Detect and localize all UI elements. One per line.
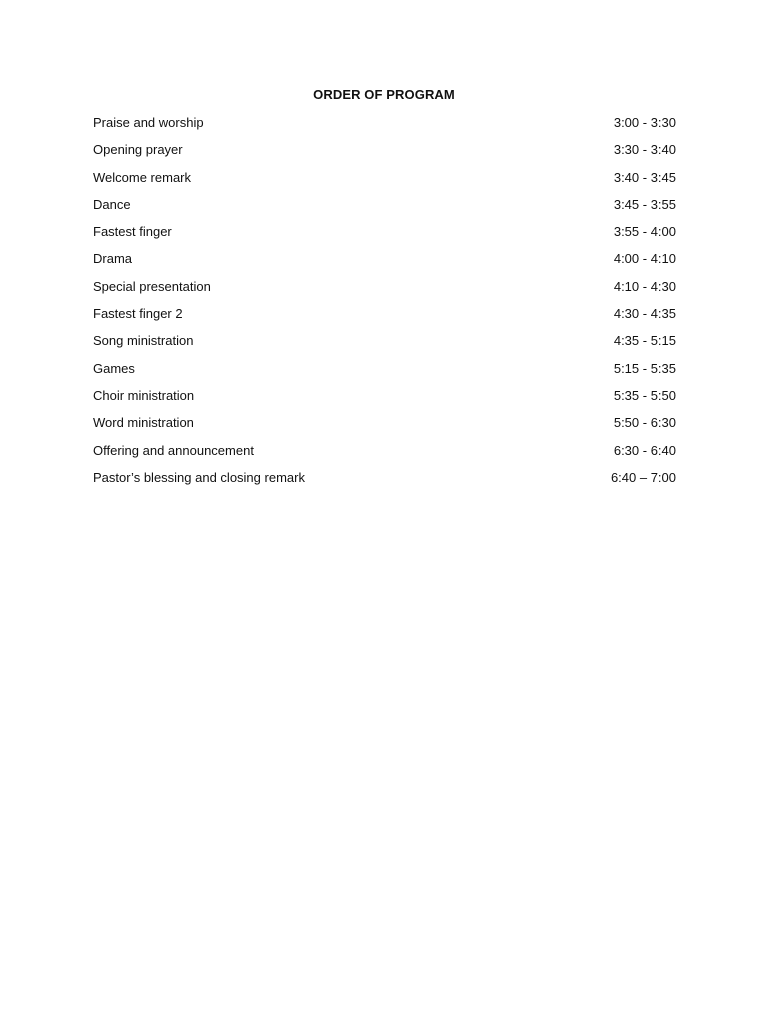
activity-name: Welcome remark <box>93 169 192 185</box>
activity-name: Offering and announcement <box>93 442 254 458</box>
program-row <box>93 469 676 496</box>
program-list <box>93 114 676 496</box>
activity-name: Drama <box>93 251 133 267</box>
time-slot: 4:10 - 4:30 <box>613 278 676 294</box>
program-row <box>93 114 676 141</box>
activity-name: Praise and worship <box>93 115 204 130</box>
time-slot: 3:30 - 3:40 <box>613 142 676 158</box>
program-row <box>93 414 676 441</box>
program-row <box>93 442 676 469</box>
program-row <box>93 387 676 414</box>
time-slot: 3:40 - 3:45 <box>613 169 676 185</box>
time-slot: 5:50 - 6:30 <box>613 415 676 431</box>
activity-name: Dance <box>93 196 131 212</box>
program-row <box>93 196 676 223</box>
program-row <box>93 223 676 250</box>
activity-name: Games <box>93 360 135 376</box>
activity-name: Fastest finger <box>93 224 172 240</box>
time-slot: 6:30 - 6:40 <box>613 442 676 458</box>
program-row <box>93 305 676 332</box>
time-slot: 4:35 - 5:15 <box>613 333 676 349</box>
activity-name: Song ministration <box>93 333 194 349</box>
time-slot: 5:35 - 5:50 <box>613 387 676 403</box>
time-slot: 5:15 - 5:35 <box>613 360 676 376</box>
activity-name: Opening prayer <box>93 142 183 158</box>
program-row <box>93 250 676 277</box>
time-slot: 3:00 - 3:30 <box>613 115 676 130</box>
activity-name: Special presentation <box>93 278 211 294</box>
page-title: ORDER OF PROGRAM <box>313 87 455 102</box>
time-slot: 6:40 – 7:00 <box>610 469 676 485</box>
program-row <box>93 278 676 305</box>
activity-name: Word ministration <box>93 415 194 431</box>
activity-name: Pastor’s blessing and closing remark <box>93 469 305 485</box>
time-slot: 3:45 - 3:55 <box>613 196 676 212</box>
program-row <box>93 360 676 387</box>
program-row <box>93 332 676 359</box>
time-slot: 3:55 - 4:00 <box>613 224 676 240</box>
program-row <box>93 141 676 168</box>
program-row <box>93 169 676 196</box>
time-slot: 4:00 - 4:10 <box>613 251 676 267</box>
activity-name: Fastest finger 2 <box>93 306 183 322</box>
activity-name: Choir ministration <box>93 387 195 403</box>
time-slot: 4:30 - 4:35 <box>613 306 676 322</box>
